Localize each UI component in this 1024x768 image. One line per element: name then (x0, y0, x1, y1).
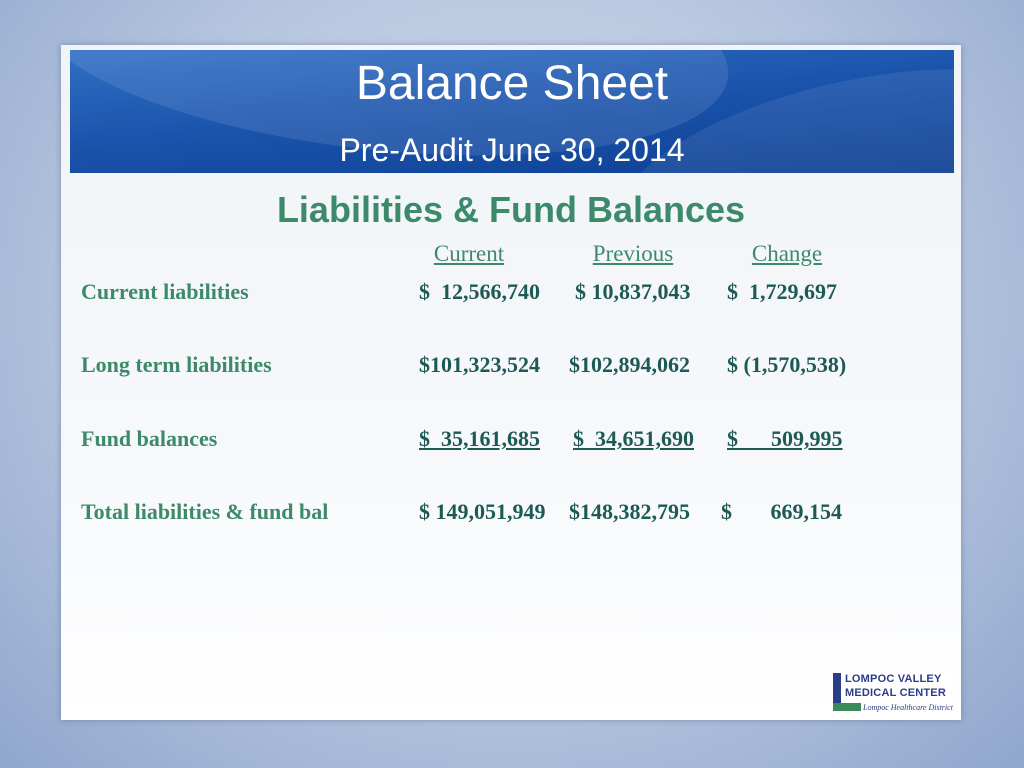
cell-change: $ 509,995 (727, 426, 843, 451)
row-label-long-term-liabilities: Long term liabilities (81, 352, 272, 377)
slide (61, 45, 961, 720)
cell-previous: $ 10,837,043 (575, 279, 691, 304)
company-logo (829, 667, 957, 717)
logo-mark (833, 703, 861, 711)
row-label-current-liabilities: Current liabilities (81, 279, 249, 304)
column-header-previous: Previous (592, 241, 674, 266)
column-header-change: Change (751, 241, 823, 266)
logo-line-2: MEDICAL CENTER (845, 687, 946, 699)
slide-title: Balance Sheet (355, 57, 669, 110)
cell-current: $ 35,161,685 (419, 426, 540, 451)
cell-previous: $ 34,651,690 (573, 426, 694, 451)
cell-current: $101,323,524 (419, 352, 540, 377)
logo-line-1: LOMPOC VALLEY (845, 673, 942, 685)
cell-previous: $148,382,795 (569, 499, 690, 524)
cell-previous: $102,894,062 (569, 352, 690, 377)
slide-subtitle: Pre-Audit June 30, 2014 (339, 132, 685, 168)
title-banner (70, 50, 954, 173)
cell-change: $ (1,570,538) (727, 352, 847, 377)
section-heading: Liabilities & Fund Balances (276, 189, 746, 230)
row-label-total: Total liabilities & fund bal (81, 499, 329, 524)
cell-change: $ 669,154 (721, 499, 842, 524)
logo-mark (833, 673, 841, 703)
cell-current: $ 12,566,740 (419, 279, 540, 304)
row-label-fund-balances: Fund balances (81, 426, 218, 451)
cell-current: $ 149,051,949 (419, 499, 546, 524)
logo-line-3: Lompoc Healthcare District (863, 703, 953, 712)
column-header-current: Current (433, 241, 505, 266)
cell-change: $ 1,729,697 (727, 279, 837, 304)
